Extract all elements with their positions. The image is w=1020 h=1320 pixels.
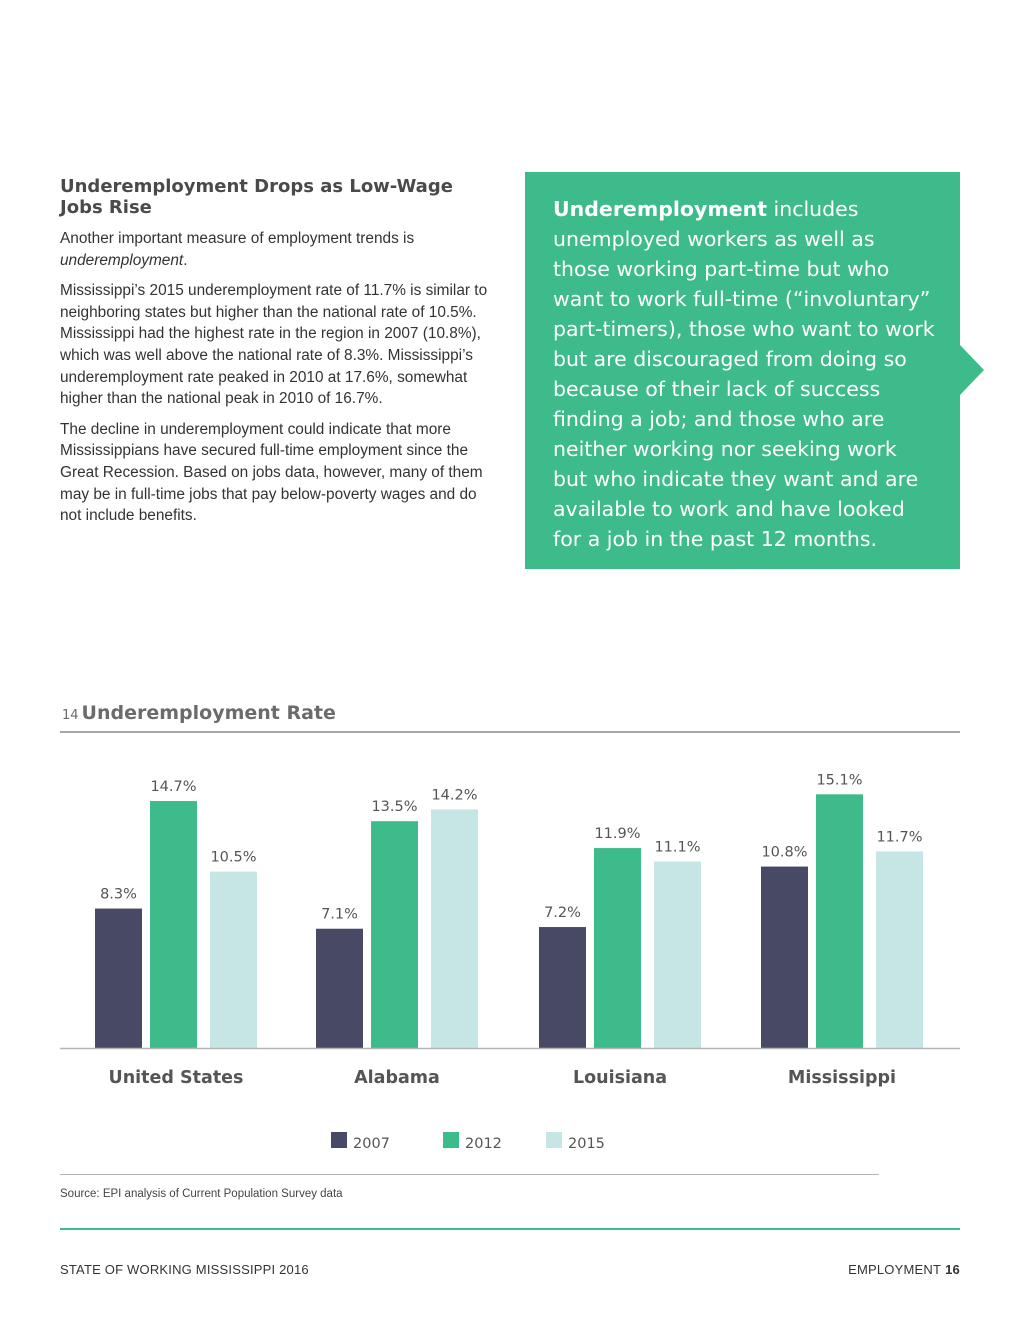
legend-swatch-2012 (443, 1132, 459, 1148)
callout-term: Underemployment (553, 197, 767, 221)
bar-united-states-2007 (95, 909, 142, 1048)
data-label-alabama-2012: 13.5% (371, 799, 418, 816)
data-label-united-states-2007: 8.3% (100, 886, 137, 903)
section-heading: Underemployment Drops as Low-Wage Jobs Rise (60, 176, 453, 218)
bar-louisiana-2015 (654, 862, 701, 1048)
legend-swatch-2007 (331, 1132, 347, 1148)
data-label-alabama-2007: 7.1% (321, 906, 358, 923)
paragraph-rates: Mississippi’s 2015 underemployment rate of 11.7% is similar to neighboring states but higher than the national rate of 10.5%. Mississippi had the highest rate in the region in 2007 (10.8%), which was well above the national rate of 8.3%. Mississippi’s underemployment rate peaked in 2010 at 17.6%, somewhat higher than the national peak in 2010 of 16.7%. (60, 282, 488, 408)
bar-mississippi-2012 (816, 794, 863, 1048)
data-label-alabama-2015: 14.2% (431, 787, 478, 804)
footer-publication: STATE OF WORKING MISSISSIPPI 2016 (60, 1262, 309, 1277)
paragraph-decline: The decline in underemployment could indicate that more Mississippians have secured full-time employment since the Great Recession. Based on jobs data, however, many of them may be in full-time jobs that pay below-poverty wages and do not include benefits. (60, 420, 483, 525)
paragraph-intro-text: Another important measure of employment trends is (60, 230, 415, 247)
bar-alabama-2015 (431, 809, 478, 1048)
category-label-louisiana: Louisiana (572, 1068, 668, 1088)
bar-louisiana-2012 (594, 848, 641, 1048)
legend-swatch-2015 (546, 1132, 562, 1148)
emphasized-term: underemployment (60, 251, 184, 269)
data-label-mississippi-2015: 11.7% (876, 829, 923, 846)
data-label-louisiana-2007: 7.2% (544, 905, 581, 922)
data-label-united-states-2015: 10.5% (210, 849, 257, 866)
footer-section (848, 1262, 960, 1277)
data-label-mississippi-2007: 10.8% (761, 844, 808, 861)
bar-mississippi-2015 (876, 851, 923, 1048)
legend-label-2007: 2007 (353, 1136, 390, 1152)
page-number: 16 (945, 1262, 960, 1277)
category-label-alabama: Alabama (354, 1068, 440, 1088)
figure-title-text: Underemployment Rate (81, 702, 336, 724)
paragraph-intro-end: . (183, 251, 188, 269)
figure-number: 14 (62, 708, 79, 723)
data-label-louisiana-2015: 11.1% (654, 839, 701, 856)
bar-united-states-2012 (150, 801, 197, 1048)
bar-mississippi-2007 (761, 867, 808, 1048)
source-note: Source: EPI analysis of Current Population Survey data (60, 1188, 343, 1200)
data-label-mississippi-2012: 15.1% (816, 772, 863, 789)
bar-louisiana-2007 (539, 927, 586, 1048)
legend-label-2012: 2012 (465, 1136, 502, 1152)
bar-united-states-2015 (210, 872, 257, 1048)
footer-divider (60, 1228, 960, 1230)
legend-label-2015: 2015 (568, 1136, 605, 1152)
bar-alabama-2007 (316, 929, 363, 1048)
callout-text: includes unemployed workers as well as those working part-time but who want to work full-time (“involuntary” part-timers), those who want to work but are discouraged from doing so because of their lack of success finding a job; and those who are neither working nor seeking work but who indicate they want and are available to work and have looked for a job in the past 12 months. (553, 197, 935, 551)
bar-alabama-2012 (371, 821, 418, 1048)
category-label-united-states: United States (108, 1068, 244, 1088)
source-divider (60, 1174, 879, 1175)
category-label-mississippi: Mississippi (787, 1068, 897, 1088)
data-label-united-states-2012: 14.7% (150, 779, 197, 796)
data-label-louisiana-2012: 11.9% (594, 826, 641, 843)
footer-section-label: EMPLOYMENT (848, 1262, 942, 1277)
